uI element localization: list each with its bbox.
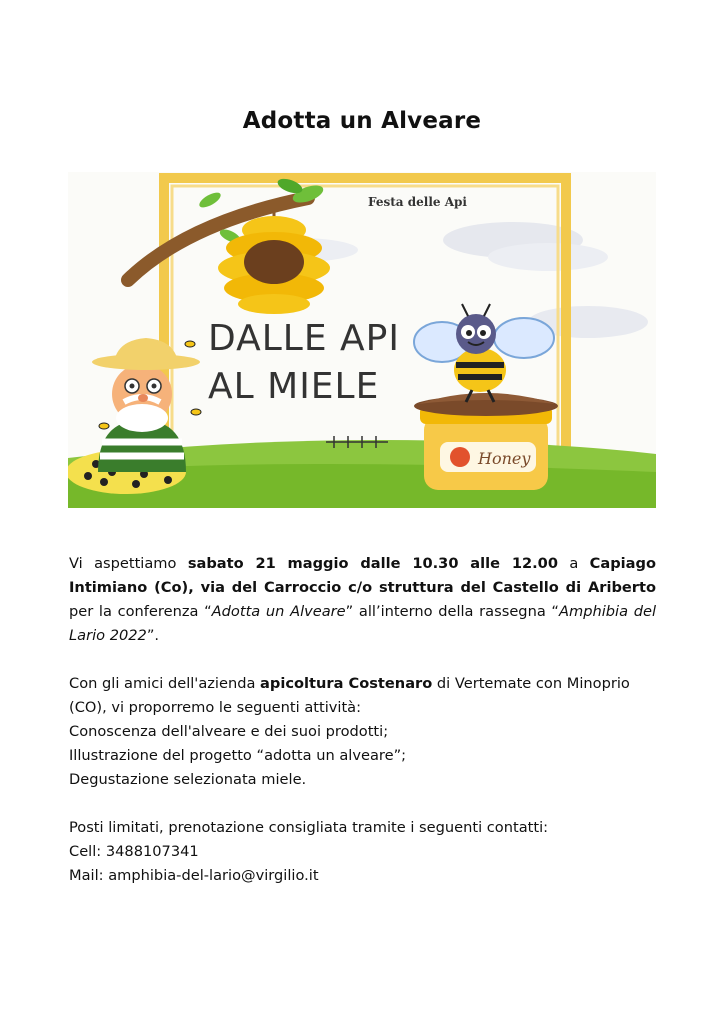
series-name: Amphibia del Lario 2022 [69, 603, 657, 644]
honey-jar-icon [414, 393, 558, 490]
activity-item: Illustrazione del progetto “adotta un alveare”; [69, 747, 407, 764]
activities-paragraph: Con gli amici dell'azienda apicoltura Costenaro di Vertemate con Minoprio (CO), vi proporremo le seguenti attività: [69, 675, 630, 716]
intro-paragraph: Vi aspettiamo sabato 21 maggio dalle 10.30 alle 12.00 a Capiago Intimiano (Co), via del Carroccio c/o struttura del Castello di Ariberto per la conferenza “Adotta un Alveare” all’interno della rassegna “Amphibia del Lario 2022”. [69, 555, 657, 644]
jar-label: Honey [478, 449, 531, 468]
event-date: sabato 21 maggio dalle 10.30 alle 12.00 [187, 555, 558, 572]
event-location: Capiago Intimiano (Co), via del Carroccio c/o struttura del Castello di Ariberto [69, 555, 656, 596]
contact-cell: Cell: 3488107341 [69, 843, 199, 860]
activity-item: Degustazione selezionata miele. [69, 771, 307, 788]
poster-caption: Festa delle Api [368, 195, 467, 209]
contacts-intro: Posti limitati, prenotazione consigliata tramite i seguenti contatti: [69, 819, 549, 836]
company-name: apicoltura Costenaro [260, 675, 433, 692]
poster-headline-line1: DALLE API [208, 318, 400, 359]
event-poster-image [68, 172, 656, 508]
activity-item: Conoscenza dell'alveare e dei suoi prodotti; [69, 723, 389, 740]
poster-headline-line2: AL MIELE [208, 366, 380, 407]
page-title: Adotta un Alveare [242, 108, 482, 134]
conference-name: Adotta un Alveare [211, 603, 346, 620]
contact-mail: Mail: amphibia-del-lario@virgilio.it [69, 867, 319, 884]
event-description [69, 552, 656, 888]
